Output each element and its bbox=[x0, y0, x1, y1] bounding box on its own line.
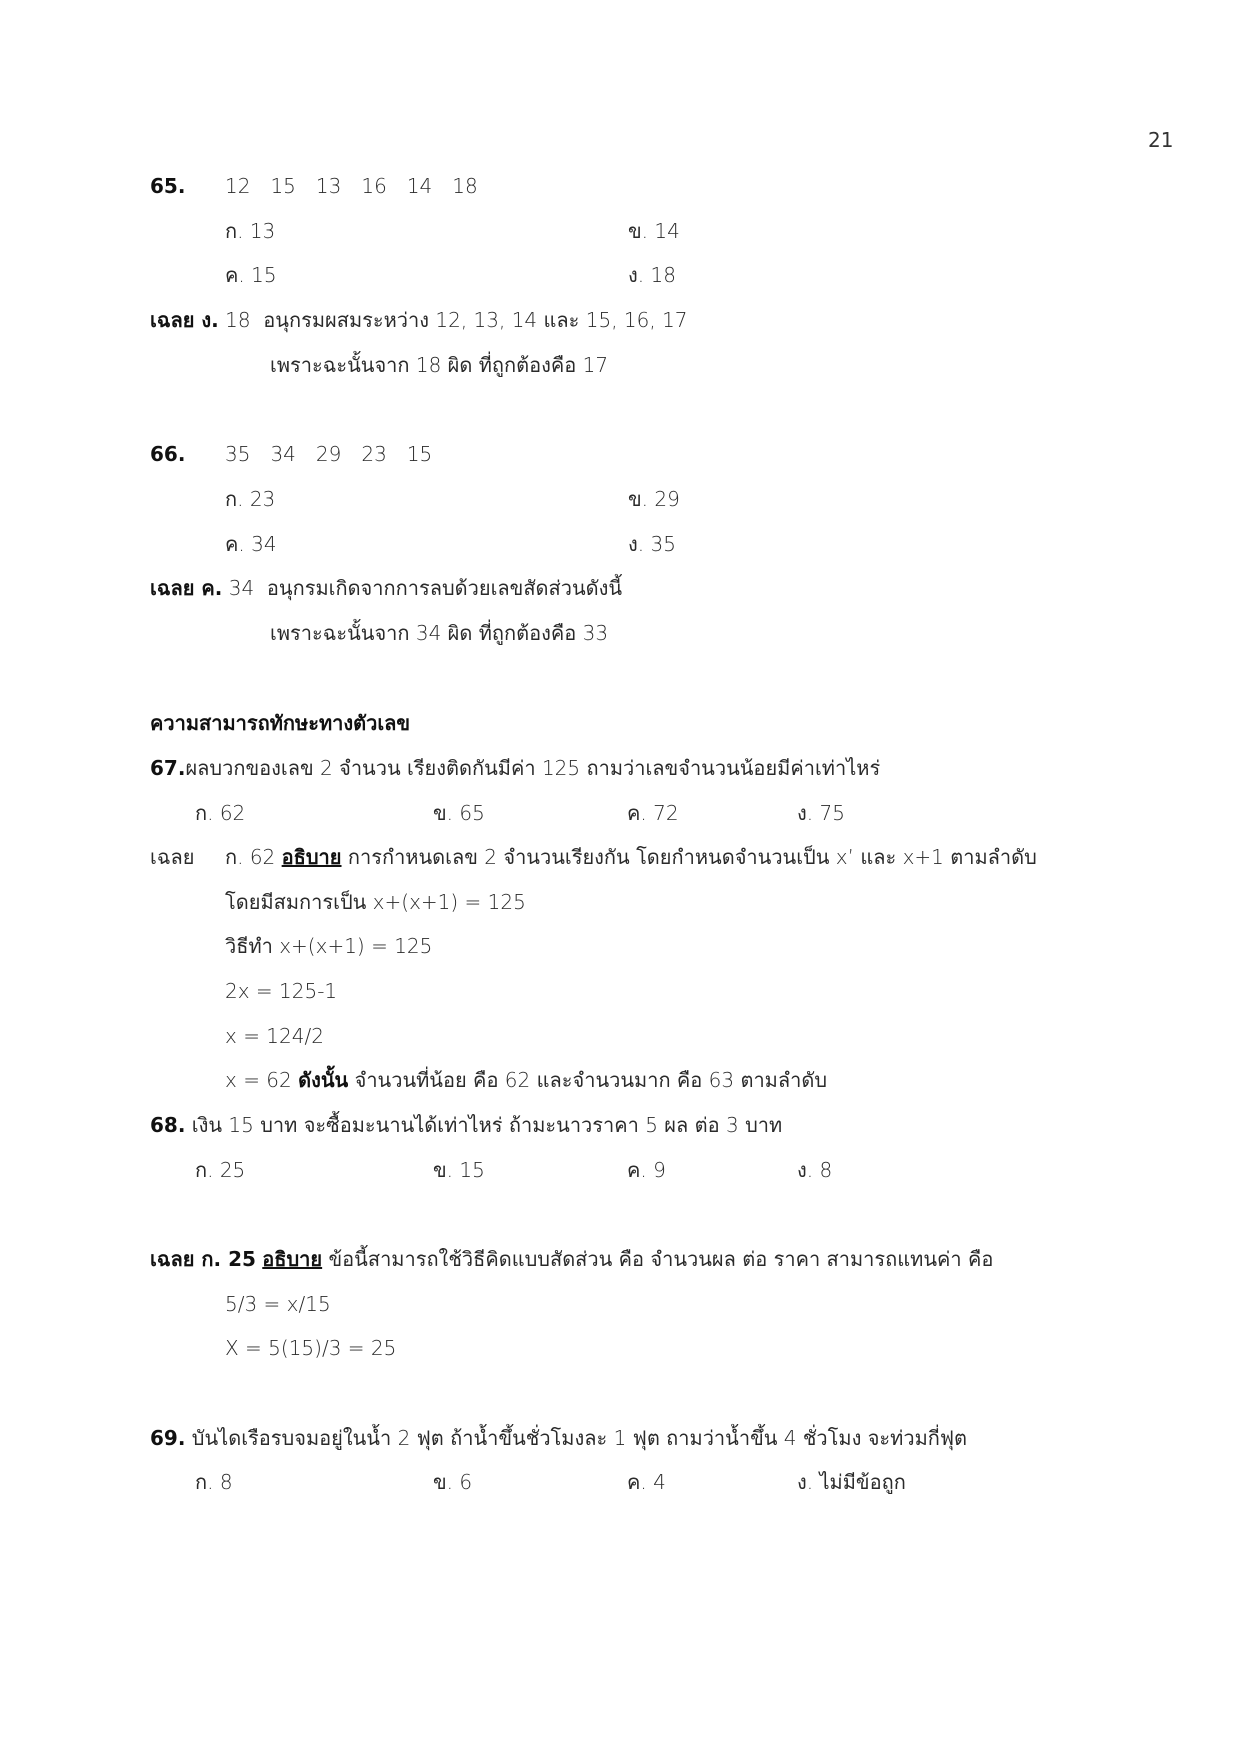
q65-seq-item: 16 bbox=[361, 174, 387, 198]
q66-option-b: ข. 29 bbox=[628, 487, 680, 511]
q67-explain-text: การกำหนดเลข 2 จำนวนเรียงกัน โดยกำหนดจำนวนเป็น x’ และ x+1 ตามลำดับ bbox=[347, 845, 1037, 869]
q68-question bbox=[150, 1112, 782, 1138]
q66-answer-value: 34 bbox=[228, 576, 255, 600]
q65-answer-label: เฉลย ง. bbox=[150, 308, 219, 332]
q65-option-a: ก. 13 bbox=[225, 219, 276, 243]
q66-question bbox=[150, 441, 433, 467]
q67-question bbox=[150, 755, 880, 781]
q67-final bbox=[225, 1067, 827, 1093]
q66-answer-label: เฉลย ค. bbox=[150, 576, 223, 600]
q68-option-a: ก. 25 bbox=[195, 1158, 246, 1182]
q67-number: 67. bbox=[150, 756, 186, 780]
q66-seq-item: 29 bbox=[315, 442, 342, 466]
q67-answer-choice: ก. 62 bbox=[225, 845, 276, 869]
q68-question-text: เงิน 15 บาท จะซื้อมะนานได้เท่าไหร่ ถ้ามะนาวราคา 5 ผล ต่อ 3 บาท bbox=[191, 1113, 783, 1137]
q66-answer bbox=[150, 575, 622, 601]
q66-sequence bbox=[225, 441, 452, 467]
q68-explain-text: ข้อนี้สามารถใช้วิธีคิดแบบสัดส่วน คือ จำนวนผล ต่อ ราคา สามารถแทนค่า คือ bbox=[328, 1247, 994, 1271]
q67-option-a: ก. 62 bbox=[195, 801, 246, 825]
q66-number: 66. bbox=[150, 442, 186, 466]
q65-question bbox=[150, 173, 478, 199]
q67-question-text: ผลบวกของเลข 2 จำนวน เรียงติดกันมีค่า 125 ถามว่าเลขจำนวนน้อยมีค่าเท่าไหร่ bbox=[185, 756, 881, 780]
q65-option-b: ข. 14 bbox=[628, 219, 680, 243]
q69-option-a: ก. 8 bbox=[195, 1470, 233, 1494]
q67-step: x = 124/2 bbox=[225, 1024, 324, 1048]
q65-explain-line1: อนุกรมผสมระหว่าง 12, 13, 14 และ 15, 16, 17 bbox=[263, 308, 688, 332]
section-title: ความสามารถทักษะทางตัวเลข bbox=[150, 711, 411, 735]
q67-option-d: ง. 75 bbox=[797, 801, 845, 825]
q67-answer bbox=[225, 844, 1037, 870]
q66-seq-item: 35 bbox=[225, 442, 251, 466]
q66-option-a: ก. 23 bbox=[225, 487, 276, 511]
q68-option-d: ง. 8 bbox=[797, 1158, 833, 1182]
q68-option-c: ค. 9 bbox=[627, 1158, 666, 1182]
q65-seq-item: 14 bbox=[406, 174, 433, 198]
q66-explain-line1: อนุกรมเกิดจากการลบด้วยเลขสัดส่วนดังนี้ bbox=[266, 576, 623, 600]
q66-seq-item: 23 bbox=[361, 442, 387, 466]
q66-option-c: ค. 34 bbox=[225, 532, 277, 556]
q69-option-b: ข. 6 bbox=[433, 1470, 473, 1494]
q66-seq-item: 15 bbox=[406, 442, 433, 466]
q67-final-text: จำนวนที่น้อย คือ 62 และจำนวนมาก คือ 63 ตามลำดับ bbox=[354, 1068, 828, 1092]
q68-answer-label: เฉลย ก. 25 bbox=[150, 1247, 256, 1271]
q65-seq-item: 15 bbox=[270, 174, 296, 198]
q67-step: วิธีทำ x+(x+1) = 125 bbox=[225, 934, 433, 958]
q69-option-c: ค. 4 bbox=[627, 1470, 666, 1494]
q68-explain-label: อธิบาย bbox=[262, 1247, 323, 1271]
q66-explain-line2: เพราะฉะนั้นจาก 34 ผิด ที่ถูกต้องคือ 33 bbox=[270, 621, 609, 645]
q69-question bbox=[150, 1425, 967, 1451]
q68-step: X = 5(15)/3 = 25 bbox=[225, 1336, 397, 1360]
q67-explain-label: อธิบาย bbox=[281, 845, 342, 869]
q65-answer bbox=[150, 307, 688, 333]
q67-step: โดยมีสมการเป็น x+(x+1) = 125 bbox=[225, 890, 526, 914]
q68-step: 5/3 = x/15 bbox=[225, 1292, 331, 1316]
q65-explain-line2: เพราะฉะนั้นจาก 18 ผิด ที่ถูกต้องคือ 17 bbox=[270, 353, 609, 377]
q69-number: 69. bbox=[150, 1426, 186, 1450]
q68-number: 68. bbox=[150, 1113, 186, 1137]
q65-seq-item: 13 bbox=[315, 174, 342, 198]
q67-step: 2x = 125-1 bbox=[225, 979, 338, 1003]
q65-answer-value: 18 bbox=[225, 308, 251, 332]
q65-seq-item: 18 bbox=[452, 174, 478, 198]
q68-option-b: ข. 15 bbox=[433, 1158, 485, 1182]
q65-number: 65. bbox=[150, 174, 186, 198]
q66-seq-item: 34 bbox=[270, 442, 296, 466]
q69-option-d: ง. ไม่มีข้อถูก bbox=[797, 1470, 906, 1494]
q65-option-d: ง. 18 bbox=[628, 263, 676, 287]
q65-option-c: ค. 15 bbox=[225, 263, 277, 287]
q65-seq-item: 12 bbox=[225, 174, 251, 198]
q67-option-c: ค. 72 bbox=[627, 801, 679, 825]
q66-option-d: ง. 35 bbox=[628, 532, 676, 556]
q68-answer bbox=[150, 1246, 993, 1272]
page-number: 21 bbox=[1148, 128, 1174, 152]
q69-question-text: บันไดเรือรบจมอยู่ในน้ำ 2 ฟุต ถ้าน้ำขึ้นชั่วโมงละ 1 ฟุต ถามว่าน้ำขึ้น 4 ชั่วโมง จะท่วมกี่ฟุต bbox=[191, 1426, 968, 1450]
q67-final-prefix: x = 62 bbox=[225, 1068, 292, 1092]
q65-sequence bbox=[225, 173, 498, 199]
q67-answer-label: เฉลย bbox=[150, 845, 195, 869]
q67-option-b: ข. 65 bbox=[433, 801, 485, 825]
q67-final-bold: ดังนั้น bbox=[298, 1068, 349, 1092]
